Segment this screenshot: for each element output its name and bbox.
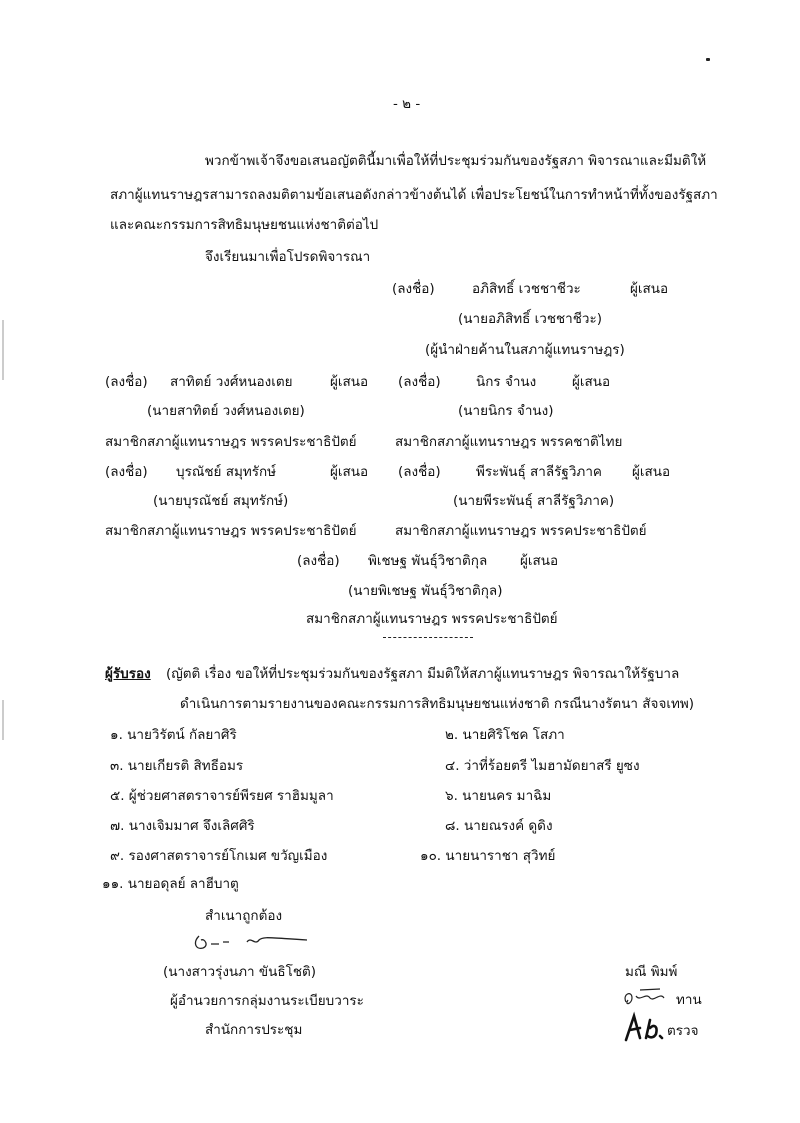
signed-label: (ลงชื่อ) [105, 374, 148, 390]
certifier-name: (นางสาวรุ่งนภา ขันธิโชติ) [163, 964, 317, 980]
endorser-item: ๘. นายณรงค์ ดูดิง [445, 818, 553, 834]
signatory-3-position: สมาชิกสภาผู้แทนราษฎร พรรคประชาธิปัตย์ [105, 523, 357, 539]
proposer-label: ผู้เสนอ [572, 374, 611, 390]
signatory-4-fullname: (นายพีระพันธุ์ สาลีรัฐวิภาค) [453, 493, 615, 509]
paragraph-line-3: และคณะกรรมการสิทธิมนุษยชนแห่งชาติต่อไป [110, 217, 379, 233]
certifier-office: สำนักการประชุม [205, 1022, 303, 1038]
endorser-item: ๙. รองศาสตราจารย์โกเมศ ขวัญเมือง [110, 848, 328, 864]
checker-initials [618, 1010, 668, 1044]
closing-line: จึงเรียนมาเพื่อโปรดพิจารณา [205, 249, 371, 265]
endorser-item: ๗. นางเจิมมาศ จึงเลิศศิริ [110, 818, 255, 834]
signatory-2-position: สมาชิกสภาผู้แทนราษฎร พรรคชาติไทย [395, 434, 623, 450]
endorser-item: ๖. นายนคร มาฉิม [445, 788, 552, 804]
page-number: - ๒ - [393, 96, 421, 112]
signatory-4-name: พีระพันธุ์ สาลีรัฐวิภาค [476, 464, 602, 480]
main-signatory-fullname: (นายอภิสิทธิ์ เวชชาชีวะ) [458, 311, 603, 327]
signatory-5-fullname: (นายพิเชษฐ พันธุ์วิชาติกุล) [348, 583, 503, 599]
signatory-3-name: บุรณัชย์ สมุทรักษ์ [176, 464, 277, 480]
endorser-item: ๑. นายวิรัตน์ กัลยาศิริ [110, 727, 237, 743]
proposer-label: ผู้เสนอ [330, 374, 369, 390]
signatory-4-position: สมาชิกสภาผู้แทนราษฎร พรรคประชาธิปัตย์ [395, 523, 647, 539]
signatory-2-name: นิกร จำนง [476, 374, 537, 390]
proposer-label: ผู้เสนอ [520, 553, 559, 569]
proofread-note: ทาน [676, 992, 702, 1008]
scan-edge [2, 700, 4, 740]
signed-label: (ลงชื่อ) [398, 374, 441, 390]
endorser-item: ๒. นายศิริโชค โสภา [445, 727, 565, 743]
endorser-item: ๑๐. นายนาราชา สุวิทย์ [420, 848, 556, 864]
endorser-item: ๕. ผู้ช่วยศาสตราจารย์พีรยศ ราฮิมมูลา [110, 788, 334, 804]
proofreader-initials [620, 986, 675, 1010]
endorser-item: ๓. นายเกียรติ สิทธีอมร [110, 758, 244, 774]
signatory-3-fullname: (นายบุรณัชย์ สมุทรักษ์) [153, 493, 289, 509]
signatory-2-fullname: (นายนิกร จำนง) [458, 403, 554, 419]
main-signatory-position: (ผู้นำฝ่ายค้านในสภาผู้แทนราษฎร) [425, 342, 625, 358]
signatory-5-position: สมาชิกสภาผู้แทนราษฎร พรรคประชาธิปัตย์ [306, 611, 558, 627]
paragraph-line-1: พวกข้าพเจ้าจึงขอเสนอญัตตินี้มาเพื่อให้ที่ประชุมร่วมกันของรัฐสภา พิจารณาและมีมติให้ [205, 153, 707, 169]
signatory-5-name: พิเชษฐ พันธุ์วิชาติกุล [368, 553, 488, 569]
signatory-1-fullname: (นายสาทิตย์ วงศ์หนองเตย) [147, 403, 305, 419]
proposer-label: ผู้เสนอ [630, 281, 669, 297]
motion-title-line-2: ดำเนินการตามรายงานของคณะกรรมการสิทธิมนุษยชนแห่งชาติ กรณีนางรัตนา สัจจเทพ) [180, 696, 695, 712]
signed-label: (ลงชื่อ) [398, 464, 441, 480]
signed-label: (ลงชื่อ) [392, 281, 435, 297]
signatory-1-name: สาทิตย์ วงศ์หนองเตย [170, 374, 293, 390]
paragraph-line-2: สภาผู้แทนราษฎรสามารถลงมติตามข้อเสนอดังกล่าวข้างต้นได้ เพื่อประโยชน์ในการทำหน้าที่ทั้งของรัฐสภา [110, 187, 718, 203]
section-divider [383, 637, 473, 638]
scan-edge [2, 320, 4, 380]
signatory-1-position: สมาชิกสภาผู้แทนราษฎร พรรคประชาธิปัตย์ [105, 434, 357, 450]
certifier-title: ผู้อำนวยการกลุ่มงานระเบียบวาระ [170, 993, 364, 1009]
checked-note: ตรวจ [667, 1023, 699, 1039]
signed-label: (ลงชื่อ) [297, 553, 340, 569]
motion-title-line-1: (ญัตติ เรื่อง ขอให้ที่ประชุมร่วมกันของรัฐสภา มีมติให้สภาผู้แทนราษฎร พิจารณาให้รัฐบาล [166, 666, 680, 682]
proposer-label: ผู้เสนอ [632, 464, 671, 480]
endorser-item: ๑๑. นายอดุลย์ ลาฮีบาตู [102, 876, 239, 892]
certified-copy-label: สำเนาถูกต้อง [205, 908, 283, 924]
handwritten-signature [185, 928, 315, 958]
endorser-item: ๔. ว่าที่ร้อยตรี ไมฮามัดยาสรี ยูซง [445, 758, 640, 774]
typist-note: มณี พิมพ์ [625, 964, 678, 980]
main-signatory-name: อภิสิทธิ์ เวชชาชีวะ [472, 281, 581, 297]
proposer-label: ผู้เสนอ [330, 464, 369, 480]
scan-speck [706, 58, 710, 61]
endorsers-heading: ผู้รับรอง [105, 666, 151, 682]
signed-label: (ลงชื่อ) [105, 464, 148, 480]
